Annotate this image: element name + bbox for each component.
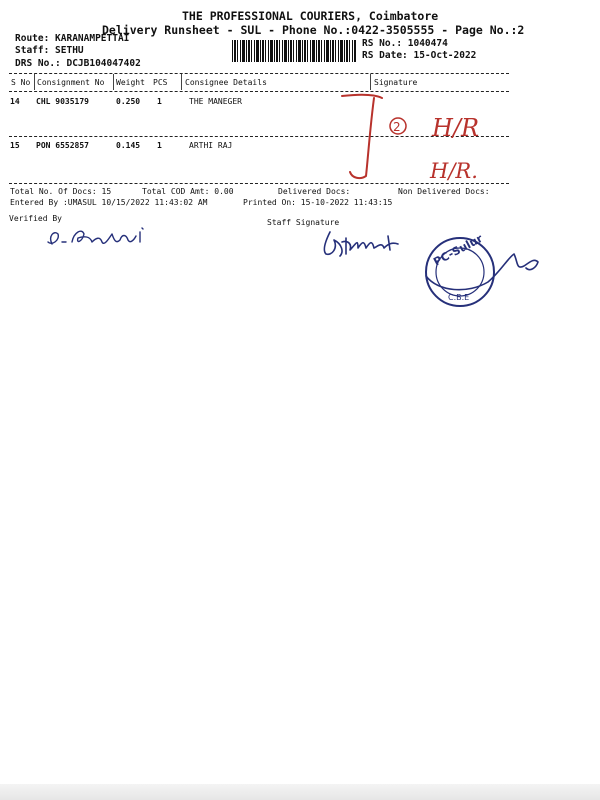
stamp-text-bottom: C.B.E bbox=[448, 293, 470, 302]
row-14-signature: H/R bbox=[432, 114, 480, 142]
office-stamp bbox=[418, 232, 548, 312]
col-header-consignment: Consignment No bbox=[37, 78, 105, 87]
staff-signature-label: Staff Signature bbox=[267, 218, 340, 227]
row-15-consignment: PON 6552857 bbox=[36, 141, 89, 150]
row-14-consignment: CHL 9035179 bbox=[36, 97, 89, 106]
row-15-pcs: 1 bbox=[157, 141, 162, 150]
col-header-pcs: PCS bbox=[153, 78, 168, 87]
row-14-weight: 0.250 bbox=[116, 97, 141, 106]
verifier-signature bbox=[42, 222, 157, 252]
verified-by-label: Verified By bbox=[9, 214, 62, 223]
delivered-docs: Delivered Docs: bbox=[278, 187, 351, 196]
col-header-signature: Signature bbox=[374, 78, 418, 87]
entered-by: Entered By :UMASUL 10/15/2022 11:43:02 AM bbox=[10, 198, 208, 207]
rs-number: RS No.: 1040474 bbox=[362, 38, 448, 49]
staff-signature bbox=[312, 226, 412, 260]
row-14-consignee: THE MANEGER bbox=[189, 97, 242, 106]
handwritten-marks bbox=[330, 88, 510, 188]
runsheet-title: Delivery Runsheet - SUL - Phone No.:0422-3505555 - Page No.:2 bbox=[102, 23, 525, 37]
non-delivered-docs: Non Delivered Docs: bbox=[398, 187, 490, 196]
page-bottom-edge bbox=[0, 784, 600, 800]
stamp-text-top: PC-Sulur bbox=[431, 232, 485, 269]
row-14-sno: 14 bbox=[10, 97, 20, 106]
row-15-signature: H/R. bbox=[430, 159, 478, 183]
table-top-rule bbox=[9, 73, 509, 74]
col-header-sno: S No bbox=[11, 78, 31, 87]
barcode bbox=[232, 40, 356, 62]
route-label: Route: KARANAMPETTAI bbox=[15, 33, 130, 44]
company-name: THE PROFESSIONAL COURIERS, Coimbatore bbox=[182, 9, 439, 23]
ink-bracket-stem bbox=[350, 98, 374, 178]
printed-on: Printed On: 15-10-2022 11:43:15 bbox=[243, 198, 393, 207]
row-14-pcs: 1 bbox=[157, 97, 162, 106]
row-15-sno: 15 bbox=[10, 141, 20, 150]
rs-date: RS Date: 15-Oct-2022 bbox=[362, 50, 477, 61]
total-docs: Total No. Of Docs: 15 bbox=[10, 187, 112, 196]
row-15-weight: 0.145 bbox=[116, 141, 141, 150]
row-15-consignee: ARTHI RAJ bbox=[189, 141, 233, 150]
col-header-consignee: Consignee Details bbox=[185, 78, 267, 87]
ink-bracket-top bbox=[342, 95, 382, 98]
drs-number: DRS No.: DCJB104047402 bbox=[15, 58, 141, 69]
column-divider bbox=[181, 74, 182, 90]
column-divider bbox=[34, 74, 35, 90]
col-header-weight: Weight bbox=[116, 78, 145, 87]
circled-number: 2 bbox=[393, 120, 401, 134]
column-divider bbox=[113, 74, 114, 90]
staff-label: Staff: SETHU bbox=[15, 45, 84, 56]
total-cod: Total COD Amt: 0.00 bbox=[142, 187, 234, 196]
